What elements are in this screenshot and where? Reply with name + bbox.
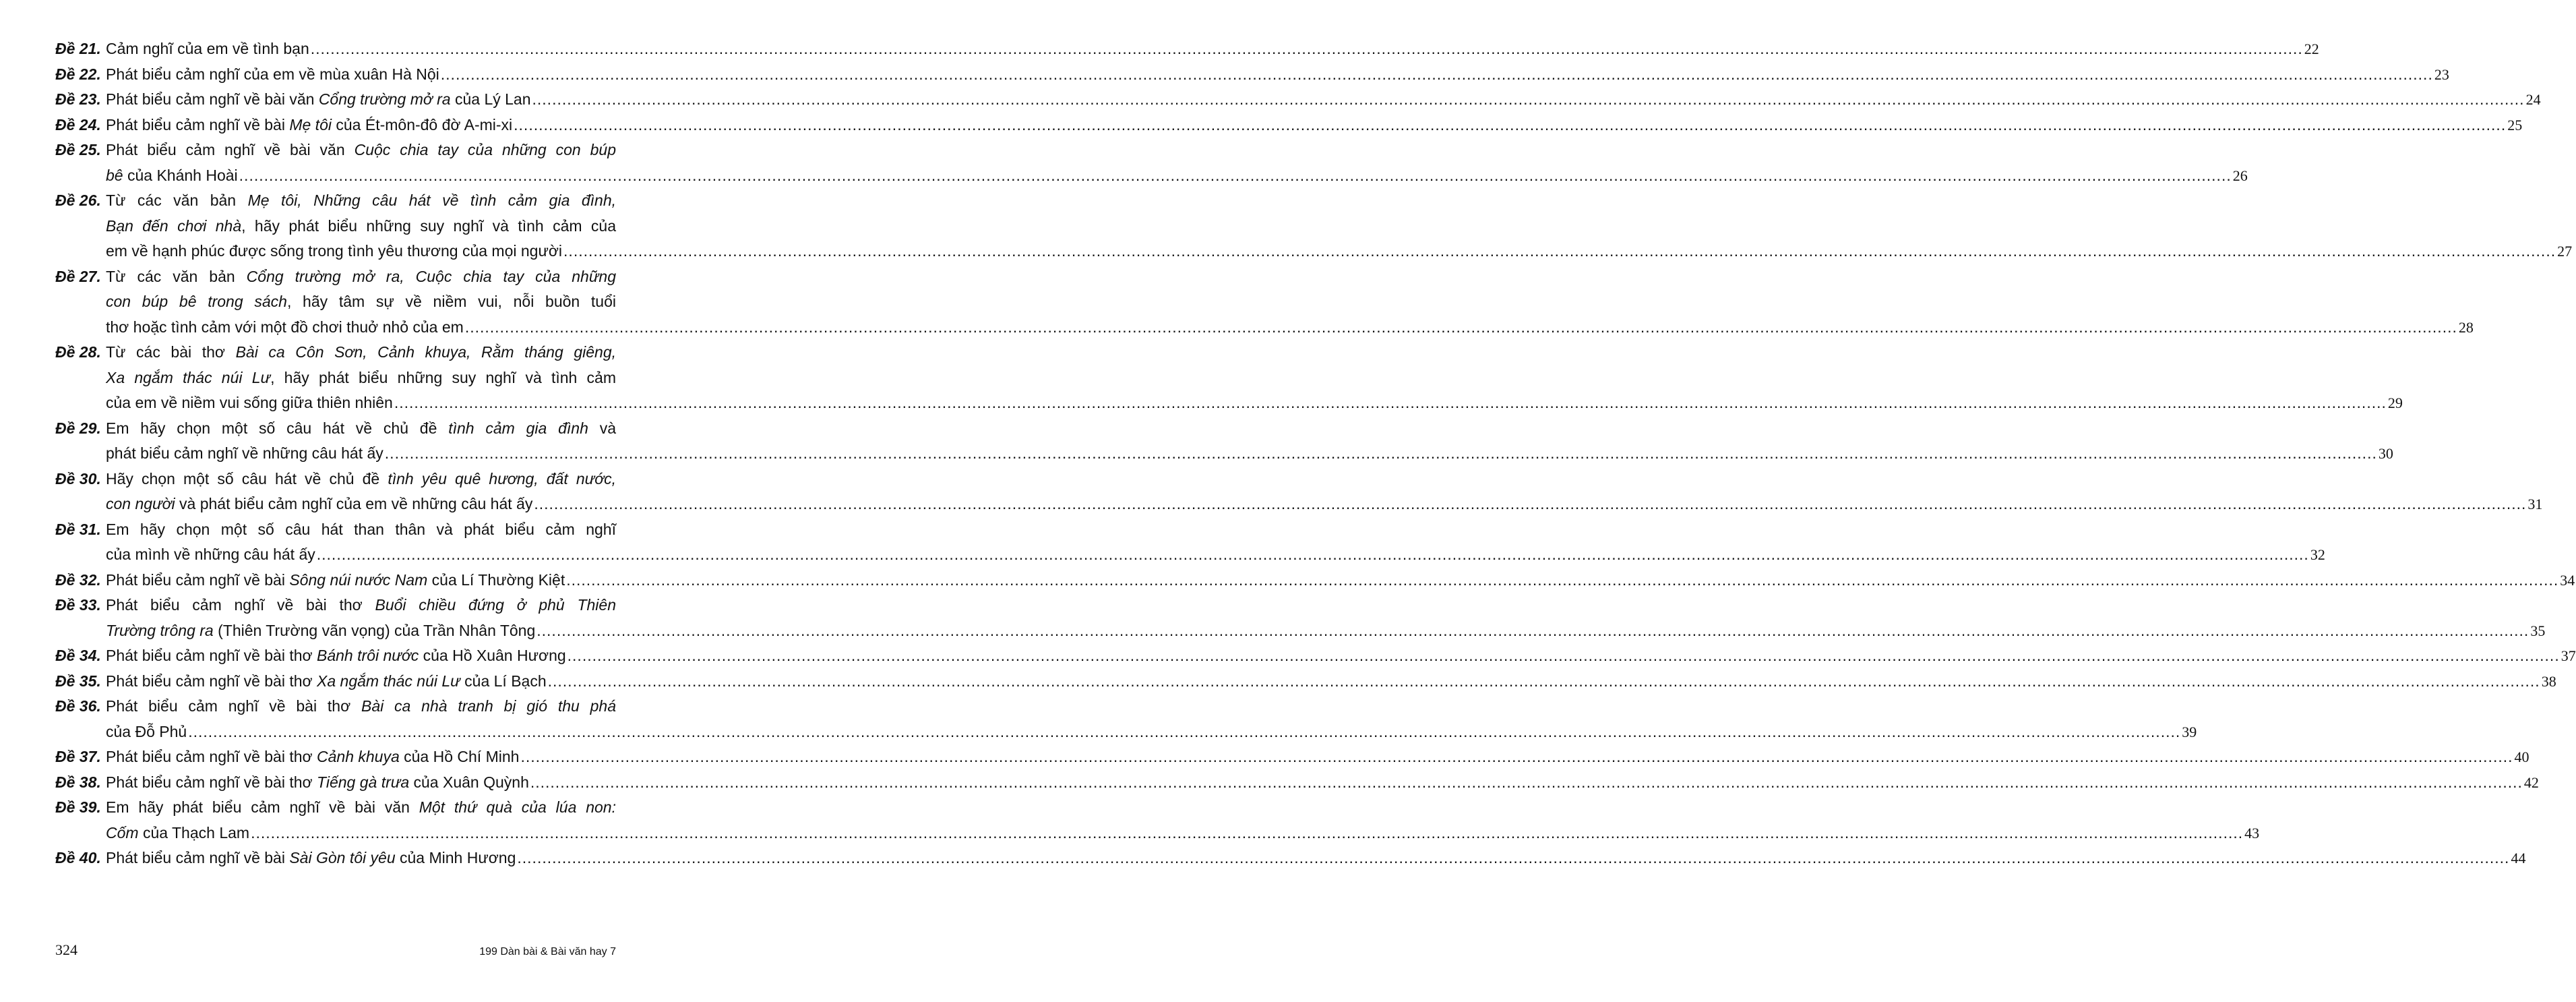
title-text: em về hạnh phúc được sống trong tình yêu thương của mọi người xyxy=(106,242,563,260)
toc-entry-line xyxy=(106,315,2474,341)
toc-entry-line xyxy=(106,264,616,290)
toc-entry-label: Đề 27. xyxy=(55,267,101,285)
toc-entry-label: Đề 28. xyxy=(55,343,101,361)
toc-entry-label: Đề 40. xyxy=(55,849,101,866)
work-title-text: Cảnh khuya xyxy=(317,748,400,765)
toc-entry xyxy=(55,138,2248,188)
toc-entry-label: Đề 39. xyxy=(55,798,101,816)
work-title-text: Bài ca nhà tranh bị gió thu phá xyxy=(361,697,616,715)
toc-entry-title xyxy=(106,416,2393,467)
toc-entry-line xyxy=(106,542,2325,568)
toc-entry-label: Đề 33. xyxy=(55,596,101,614)
toc-page-number: 30 xyxy=(2378,445,2393,462)
title-text: Phát biểu cảm nghĩ về bài văn xyxy=(106,141,355,158)
work-title-text: Cổng trường mở ra, Cuộc chia tay của những xyxy=(246,267,616,285)
toc-entry-line xyxy=(106,467,616,492)
page-number: 324 xyxy=(55,941,78,958)
toc-page-number: 32 xyxy=(2310,546,2325,563)
work-title-text: Bạn đến chơi nhà xyxy=(106,216,242,235)
toc-page-number: 38 xyxy=(2541,672,2556,690)
toc-entry-line xyxy=(106,289,616,315)
toc-entry-line xyxy=(106,441,2393,467)
work-title-text: Cuộc chia tay của những con búp xyxy=(354,141,616,158)
work-title-text: Mẹ tôi, Những câu hát về tình cảm gia đình, xyxy=(247,191,616,209)
work-title-text: Xa ngắm thác núi Lư xyxy=(106,368,271,386)
dot-leader: ................................................................................................................................................................................................................................................................................................................................................................................................................ xyxy=(440,65,2433,83)
work-title-text: Bài ca Côn Sơn, Cảnh khuya, Rằm tháng giêng, xyxy=(235,343,616,361)
toc-entry xyxy=(55,87,2541,113)
dot-leader: ................................................................................................................................................................................................................................................................................................................................................................................................................ xyxy=(517,849,2510,866)
toc-entry-line xyxy=(106,846,2526,871)
toc-entry-line xyxy=(106,593,616,618)
dot-leader: ................................................................................................................................................................................................................................................................................................................................................................................................................ xyxy=(534,495,2527,512)
toc-entry xyxy=(55,694,2197,744)
toc-entry-line xyxy=(106,643,2576,669)
work-title-text: tình cảm gia đình xyxy=(448,419,588,437)
work-title-text: Mẹ tôi xyxy=(289,115,332,134)
work-title-text: Cổng trường mở ra xyxy=(318,90,451,108)
toc-page-number: 23 xyxy=(2434,65,2449,83)
toc-entry-title xyxy=(106,264,2474,341)
toc-entry-label: Đề 34. xyxy=(55,647,101,664)
toc-entry-line xyxy=(106,163,2248,189)
toc-entry-label: Đề 36. xyxy=(55,697,101,715)
toc-page-number: 35 xyxy=(2530,622,2546,639)
title-text: của Minh Hương xyxy=(395,849,516,866)
title-text: của Hồ Xuân Hương xyxy=(419,647,566,664)
work-title-text: Trường trông ra xyxy=(106,621,214,639)
title-text: Em hãy chọn một số câu hát về chủ đề xyxy=(106,419,449,437)
title-text: , hãy phát biểu những suy nghĩ và tình cảm xyxy=(270,368,616,386)
toc-entry xyxy=(55,467,2543,517)
title-text: của Thạch Lam xyxy=(138,823,250,842)
toc-entry xyxy=(55,568,2575,593)
toc-entry xyxy=(55,795,2260,846)
toc-entry-title xyxy=(106,795,2260,846)
toc-entry-title xyxy=(106,517,2325,568)
toc-page-number: 25 xyxy=(2507,116,2523,134)
toc-entry xyxy=(55,340,2403,416)
toc-entry-title xyxy=(106,113,2523,138)
title-text: Từ các bài thơ xyxy=(106,343,236,361)
toc-page-number: 29 xyxy=(2387,394,2403,411)
toc-entry-line xyxy=(106,62,2449,88)
toc-entry-title xyxy=(106,643,2576,669)
dot-leader: ................................................................................................................................................................................................................................................................................................................................................................................................................ xyxy=(567,647,2560,664)
toc-entry-title xyxy=(106,467,2543,517)
toc-entry-line xyxy=(106,87,2541,113)
title-text: phát biểu cảm nghĩ về những câu hát ấy xyxy=(106,444,384,462)
title-text: thơ hoặc tình cảm với một đồ chơi thuở nhỏ của em xyxy=(106,318,464,336)
toc-entry-label: Đề 22. xyxy=(55,65,101,83)
toc-page-number: 40 xyxy=(2514,748,2529,765)
work-title-text: con người xyxy=(106,495,175,512)
title-text: (Thiên Trường vãn vọng) của Trần Nhân Tông xyxy=(213,621,536,639)
toc-entry xyxy=(55,36,2319,62)
toc-entry xyxy=(55,744,2529,770)
title-text: Phát biểu cảm nghĩ về bài thơ xyxy=(106,647,317,664)
toc-page-number: 44 xyxy=(2511,850,2526,866)
dot-leader: ................................................................................................................................................................................................................................................................................................................................................................................................................ xyxy=(384,444,2377,462)
dot-leader: ................................................................................................................................................................................................................................................................................................................................................................................................................ xyxy=(514,115,2507,134)
toc-entry xyxy=(55,188,2573,264)
toc-page-number: 24 xyxy=(2525,91,2541,108)
toc-page-number: 34 xyxy=(2560,571,2575,589)
toc-entry-line xyxy=(106,214,616,239)
toc-entry-label: Đề 35. xyxy=(55,672,101,690)
toc-page-number: 39 xyxy=(2182,723,2197,740)
toc-entry-line xyxy=(106,492,2543,517)
title-text: Phát biểu cảm nghĩ về bài thơ xyxy=(106,596,375,614)
toc-entry-line xyxy=(106,669,2556,695)
toc-entry-title xyxy=(106,87,2541,113)
work-title-text: Sài Gòn tôi yêu xyxy=(289,849,396,866)
toc-entry-label: Đề 31. xyxy=(55,520,101,538)
toc-entry-label: Đề 32. xyxy=(55,570,101,589)
toc-entry-label: Đề 38. xyxy=(55,773,101,791)
toc-entry-line xyxy=(106,694,616,719)
toc-entry-line xyxy=(106,365,616,391)
toc-entry-title xyxy=(106,36,2319,62)
work-title-text: bê xyxy=(106,166,123,184)
title-text: Phát biểu cảm nghĩ về bài văn xyxy=(106,90,319,108)
toc-entry-line xyxy=(106,239,2573,264)
table-of-contents xyxy=(55,36,2576,871)
dot-leader: ................................................................................................................................................................................................................................................................................................................................................................................................................ xyxy=(547,672,2540,690)
toc-entry-label: Đề 21. xyxy=(55,40,101,57)
toc-entry-line xyxy=(106,390,2403,416)
work-title-text: Cốm xyxy=(106,823,139,842)
toc-entry xyxy=(55,593,2546,643)
title-text: Phát biểu cảm nghĩ về bài thơ xyxy=(106,672,317,690)
toc-entry xyxy=(55,416,2393,467)
title-text: , hãy tâm sự về niềm vui, nỗi buồn tuổi xyxy=(286,293,617,310)
title-text: của Hồ Chí Minh xyxy=(399,748,520,765)
toc-entry-label: Đề 26. xyxy=(55,191,101,209)
dot-leader: ................................................................................................................................................................................................................................................................................................................................................................................................................ xyxy=(188,722,2181,740)
title-text: của mình về những câu hát ấy xyxy=(106,546,315,563)
toc-entry xyxy=(55,643,2576,669)
title-text: của em về niềm vui sống giữa thiên nhiên xyxy=(106,394,393,411)
toc-page-number: 27 xyxy=(2557,243,2573,260)
book-title: 199 Dàn bài & Bài văn hay 7 xyxy=(479,946,616,957)
toc-entry-line xyxy=(106,188,616,214)
dot-leader: ................................................................................................................................................................................................................................................................................................................................................................................................................ xyxy=(394,394,2387,411)
toc-entry-line xyxy=(106,744,2529,770)
title-text: Phát biểu cảm nghĩ về bài thơ xyxy=(106,748,317,765)
toc-entry-title xyxy=(106,694,2197,744)
toc-entry-label: Đề 25. xyxy=(55,141,101,158)
dot-leader: ................................................................................................................................................................................................................................................................................................................................................................................................................ xyxy=(310,40,2303,57)
toc-entry xyxy=(55,264,2474,341)
title-text: Phát biểu cảm nghĩ về bài xyxy=(106,115,290,134)
toc-entry xyxy=(55,669,2556,695)
toc-entry-title xyxy=(106,340,2403,416)
title-text: của Lý Lan xyxy=(450,90,531,108)
toc-entry-title xyxy=(106,138,2248,188)
title-text: Em hãy phát biểu cảm nghĩ về bài văn xyxy=(106,798,419,816)
work-title-text: Buổi chiều đứng ở phủ Thiên xyxy=(375,596,616,614)
toc-entry-line xyxy=(106,138,616,163)
toc-entry-label: Đề 23. xyxy=(55,90,101,108)
toc-entry-line xyxy=(106,517,616,543)
title-text: của Lí Thường Kiệt xyxy=(427,570,565,589)
dot-leader: ................................................................................................................................................................................................................................................................................................................................................................................................................ xyxy=(532,90,2525,108)
toc-entry-line xyxy=(106,795,616,821)
work-title-text: Một thứ quà của lúa non: xyxy=(419,798,616,816)
toc-entry-line xyxy=(106,821,2260,846)
toc-page-number: 26 xyxy=(2232,167,2248,184)
toc-entry xyxy=(55,770,2539,796)
title-text: của Đỗ Phủ xyxy=(106,722,187,740)
toc-entry-title xyxy=(106,846,2526,871)
toc-page-number: 31 xyxy=(2527,496,2543,512)
dot-leader: ................................................................................................................................................................................................................................................................................................................................................................................................................ xyxy=(251,823,2244,842)
title-text: Phát biểu cảm nghĩ của em về mùa xuân Hà Nội xyxy=(106,65,439,83)
toc-entry-line xyxy=(106,36,2319,62)
title-text: Em hãy chọn một số câu hát than thân và phát biểu cảm nghĩ xyxy=(106,520,616,538)
dot-leader: ................................................................................................................................................................................................................................................................................................................................................................................................................ xyxy=(530,773,2523,791)
title-text: Phát biểu cảm nghĩ về bài xyxy=(106,849,290,866)
dot-leader: ................................................................................................................................................................................................................................................................................................................................................................................................................ xyxy=(239,166,2232,184)
toc-entry-line xyxy=(106,770,2539,796)
toc-entry-label: Đề 30. xyxy=(55,469,101,488)
toc-page-number: 43 xyxy=(2244,824,2260,842)
toc-entry-title xyxy=(106,62,2449,88)
toc-entry-title xyxy=(106,770,2539,796)
title-text: Phát biểu cảm nghĩ về bài thơ xyxy=(106,773,317,791)
title-text: và phát biểu cảm nghĩ của em về những câu hát ấy xyxy=(175,495,533,512)
toc-entry-label: Đề 37. xyxy=(55,748,101,765)
dot-leader: ................................................................................................................................................................................................................................................................................................................................................................................................................ xyxy=(520,748,2513,765)
dot-leader: ................................................................................................................................................................................................................................................................................................................................................................................................................ xyxy=(536,621,2529,639)
toc-page-number: 42 xyxy=(2523,773,2539,791)
toc-entry-title xyxy=(106,593,2546,643)
toc-entry-line xyxy=(106,416,616,442)
title-text: Phát biểu cảm nghĩ về bài xyxy=(106,570,290,589)
toc-entry-line xyxy=(106,719,2197,745)
dot-leader: ................................................................................................................................................................................................................................................................................................................................................................................................................ xyxy=(563,242,2556,260)
title-text: Từ các văn bản xyxy=(106,191,248,209)
toc-entry-title xyxy=(106,744,2529,770)
toc-entry-line xyxy=(106,618,2546,644)
toc-page-number: 28 xyxy=(2458,318,2474,336)
toc-entry-line xyxy=(106,568,2575,593)
title-text: của Ét-môn-đô đờ A-mi-xi xyxy=(331,115,513,134)
toc-entry-title xyxy=(106,669,2556,695)
title-text: của Khánh Hoài xyxy=(123,166,238,184)
toc-entry xyxy=(55,113,2523,138)
page-footer xyxy=(55,941,616,959)
toc-page-number: 22 xyxy=(2304,40,2319,57)
work-title-text: tình yêu quê hương, đất nước, xyxy=(388,469,617,488)
toc-entry xyxy=(55,62,2449,88)
title-text: của Lí Bạch xyxy=(460,672,547,690)
toc-entry-title xyxy=(106,568,2575,593)
work-title-text: Bánh trôi nước xyxy=(317,647,419,664)
dot-leader: ................................................................................................................................................................................................................................................................................................................................................................................................................ xyxy=(464,318,2457,336)
title-text: Từ các văn bản xyxy=(106,267,247,285)
title-text: Hãy chọn một số câu hát về chủ đề xyxy=(106,469,388,488)
work-title-text: con búp bê trong sách xyxy=(106,293,287,310)
dot-leader: ................................................................................................................................................................................................................................................................................................................................................................................................................ xyxy=(316,546,2309,563)
toc-entry xyxy=(55,517,2325,568)
title-text: Phát biểu cảm nghĩ về bài thơ xyxy=(106,697,361,715)
work-title-text: Xa ngắm thác núi Lư xyxy=(317,672,460,690)
toc-entry-line xyxy=(106,340,616,365)
dot-leader: ................................................................................................................................................................................................................................................................................................................................................................................................................ xyxy=(566,570,2559,589)
toc-page-number: 37 xyxy=(2560,647,2576,664)
title-text: Cảm nghĩ của em về tình bạn xyxy=(106,40,309,57)
title-text: và xyxy=(588,419,616,437)
title-text: , hãy phát biểu những suy nghĩ và tình cảm của xyxy=(241,216,616,235)
work-title-text: Sông núi nước Nam xyxy=(289,570,428,589)
toc-entry xyxy=(55,846,2526,871)
toc-entry-line xyxy=(106,113,2523,138)
toc-entry-label: Đề 29. xyxy=(55,419,101,437)
work-title-text: Tiếng gà trưa xyxy=(317,773,410,791)
toc-entry-title xyxy=(106,188,2573,264)
title-text: của Xuân Quỳnh xyxy=(409,773,529,791)
toc-entry-label: Đề 24. xyxy=(55,115,101,134)
